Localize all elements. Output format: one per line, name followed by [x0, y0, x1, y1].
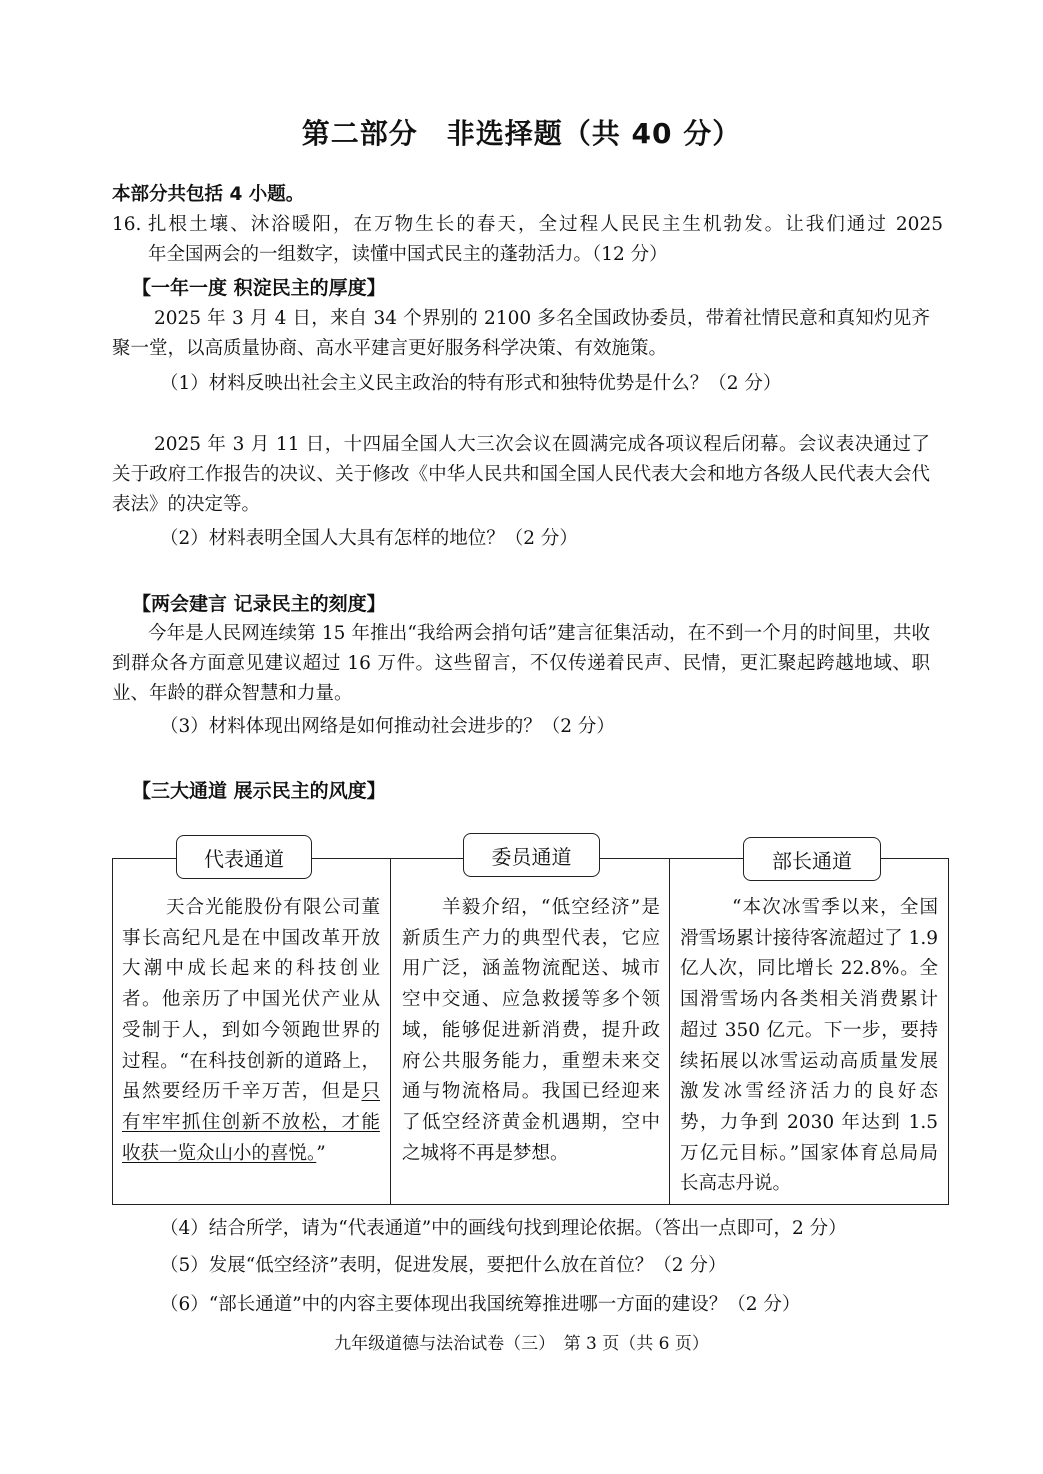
question-4: （4）结合所学，请为“代表通道”中的画线句找到理论依据。（答出一点即可，2 分） — [160, 1218, 847, 1239]
table-top-border — [880, 858, 949, 859]
section3-heading: 【三大通道 展示民主的风度】 — [132, 780, 386, 802]
closing-quote: ” — [316, 1142, 326, 1164]
channel-label-members: 委员通道 — [463, 833, 600, 877]
underlined-sentence: 只有牢牢抓住创新不放松，才能收获一览众山小的喜悦。 — [122, 1081, 380, 1164]
channel-label-delegates: 代表通道 — [176, 835, 312, 879]
table-top-border — [112, 858, 177, 859]
question-3: （3）材料体现出网络是如何推动社会进步的？（2 分） — [160, 716, 615, 737]
section-intro: 本部分共包括 4 小题。 — [112, 184, 305, 205]
table-top-border — [599, 858, 744, 859]
section1-heading: 【一年一度 积淀民主的厚度】 — [132, 277, 386, 299]
channel-text-delegates — [122, 893, 380, 1169]
question-1: （1）材料反映出社会主义民主政治的特有形式和独特优势是什么？（2 分） — [160, 373, 782, 394]
page-footer: 九年级道德与法治试卷（三） 第 3 页（共 6 页） — [334, 1334, 709, 1354]
section1-material2: 2025 年 3 月 11 日，十四届全国人大三次会议在圆满完成各项议程后闭幕。会议表决通过了关于政府工作报告的决议、关于修改《中华人民共和国全国人民代表大会和地方各级人民代表大会代表法》的决定等。 — [112, 434, 930, 515]
question-6: （6）“部长通道”中的内容主要体现出我国统筹推进哪一方面的建设？（2 分） — [160, 1294, 801, 1315]
question-2: （2）材料表明全国人大具有怎样的地位？（2 分） — [160, 528, 578, 549]
question-stem-line1: 扎根土壤、沐浴暖阳，在万物生长的春天，全过程人民民主生机勃发。让我们通过 2025 — [148, 214, 943, 235]
table-top-border — [311, 858, 464, 859]
channel-text-ministers: “本次冰雪季以来，全国滑雪场累计接待客流超过了 1.9 亿人次，同比增长 22.8%。全国滑雪场内各类相关消费累计超过 350 亿元。下一步，要持续拓展以冰雪运动高质量发展激发冰雪经济活力的良好态势，力争到 2030 年达到 1.5 万亿元目标。”国家体育总局局长高志丹说。 — [680, 897, 938, 1195]
column-divider — [390, 858, 391, 1205]
question-stem-line2: 年全国两会的一组数字，读懂中国式民主的蓬勃活力。（12 分） — [148, 244, 668, 265]
column-divider — [669, 858, 670, 1205]
channel-text: 天合光能股份有限公司董事长高纪凡是在中国改革开放大潮中成长起来的科技创业者。他亲历了中国光伏产业从受制于人，到如今领跑世界的过程。“在科技创新的道路上，虽然要经历千辛万苦，但是 — [122, 897, 380, 1103]
channel-label-ministers: 部长通道 — [743, 837, 881, 881]
question-number: 16. — [112, 214, 142, 235]
question-5: （5）发展“低空经济”表明，促进发展，要把什么放在首位？（2 分） — [160, 1255, 727, 1276]
section1-material1: 2025 年 3 月 4 日，来自 34 个界别的 2100 多名全国政协委员，带着社情民意和真知灼见齐聚一堂，以高质量协商、高水平建言更好服务科学决策、有效施策。 — [112, 308, 930, 359]
section2-heading: 【两会建言 记录民主的刻度】 — [132, 593, 386, 615]
page-title: 第二部分 非选择题（共 40 分） — [301, 117, 742, 150]
section2-material: 今年是人民网连续第 15 年推出“我给两会捎句话”建言征集活动，在不到一个月的时间里，共收到群众各方面意见建议超过 16 万件。这些留言，不仅传递着民声、民情，更汇聚起跨越地域、职业、年龄的群众智慧和力量。 — [112, 623, 930, 704]
channel-text-members: 羊毅介绍，“低空经济”是新质生产力的典型代表，它应用广泛，涵盖物流配送、城市空中交通、应急救援等多个领域，能够促进新消费，提升政府公共服务能力，重塑未来交通与物流格局。我国已经迎来了低空经济黄金机遇期，空中之城将不再是梦想。 — [402, 897, 660, 1164]
